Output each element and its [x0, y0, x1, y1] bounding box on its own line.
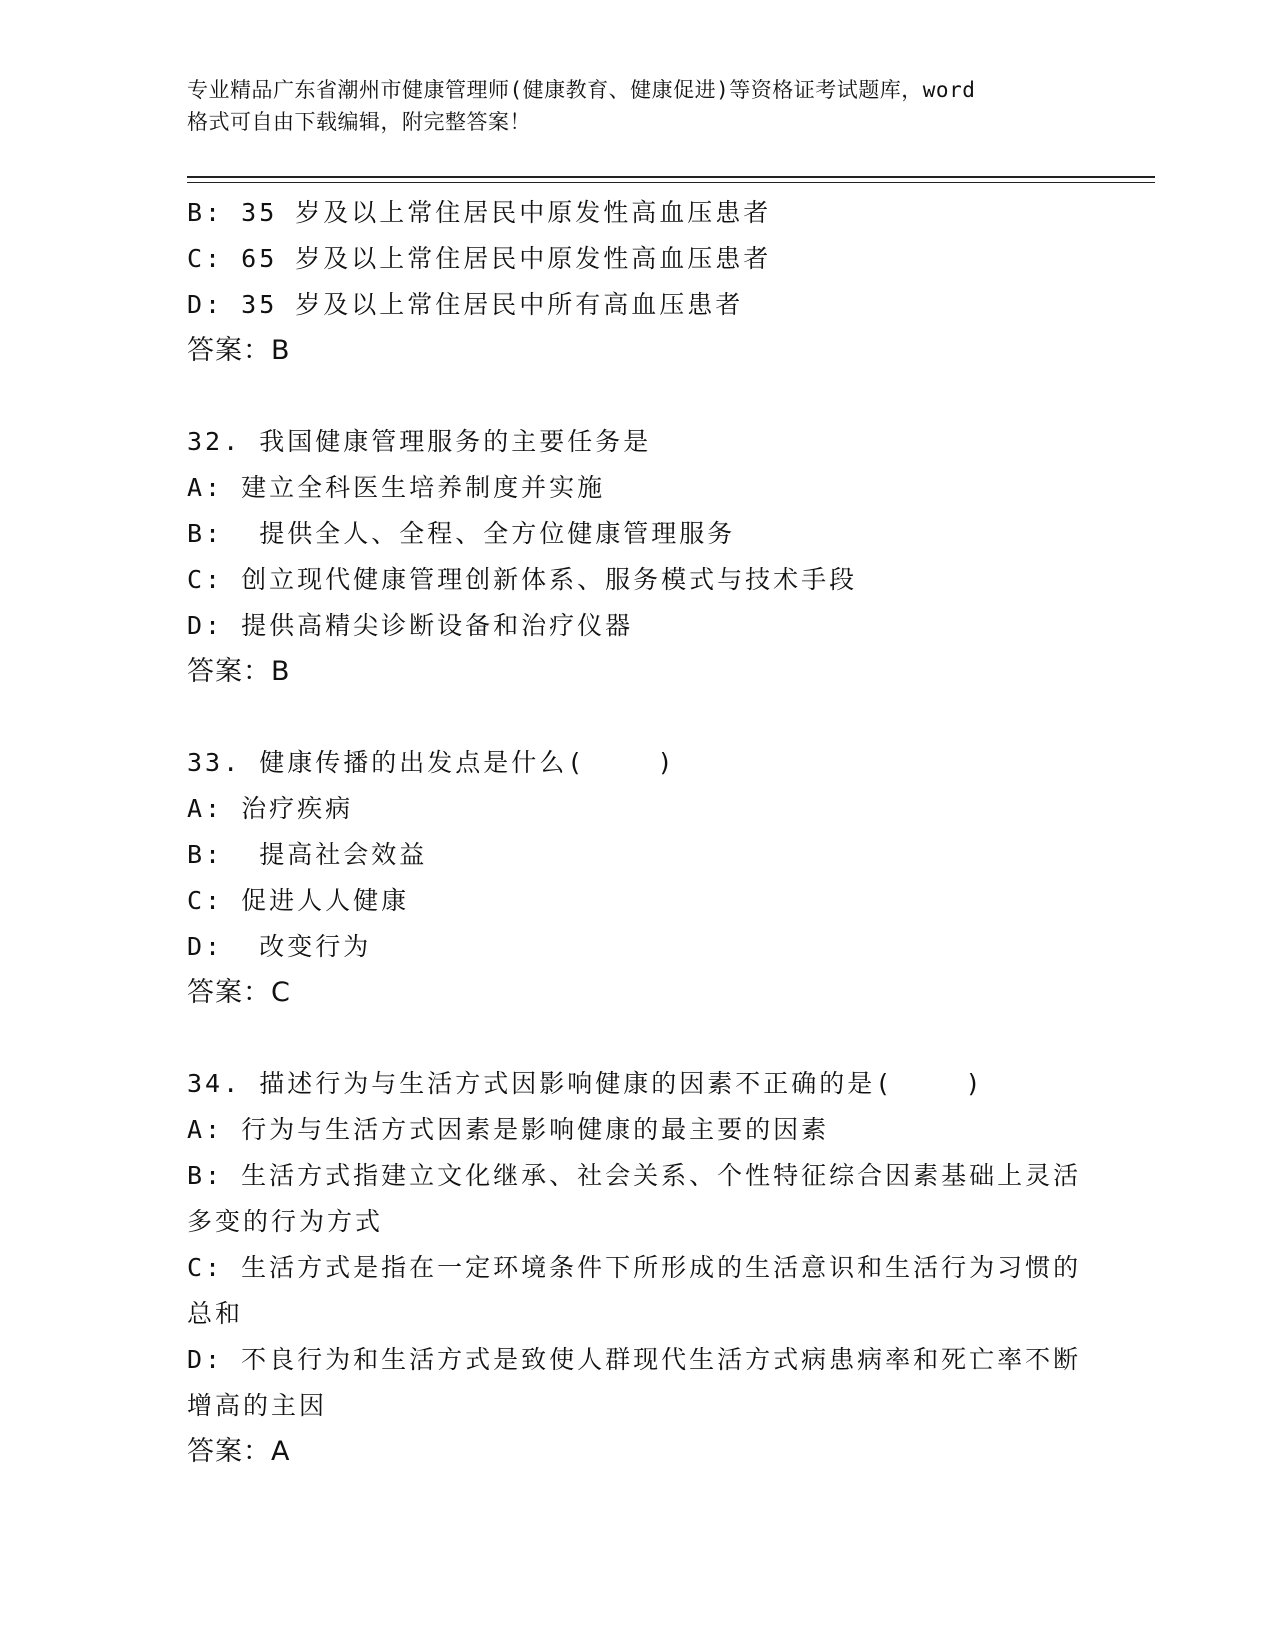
question-stem: 33. 健康传播的出发点是什么( ) [187, 748, 676, 777]
header-line-1: 专业精品广东省潮州市健康管理师(健康教育、健康促进)等资格证考试题库，word [187, 78, 976, 102]
option-d: D: 改变行为 [187, 932, 372, 961]
answer: 答案：B [187, 656, 291, 687]
question-31-continued [187, 190, 1087, 374]
header-line-2: 格式可自由下载编辑，附完整答案！ [187, 110, 531, 134]
question-34 [187, 1061, 1087, 1475]
answer: 答案：A [187, 1436, 291, 1467]
header-rule-thin [187, 182, 1155, 183]
question-stem: 32. 我国健康管理服务的主要任务是 [187, 427, 652, 456]
option-b: B: 提供全人、全程、全方位健康管理服务 [187, 519, 736, 548]
option-b: B: 35 岁及以上常住居民中原发性高血压患者 [187, 198, 772, 227]
option-a: A: 治疗疾病 [187, 794, 354, 823]
option-d: D: 不良行为和生活方式是致使人群现代生活方式病患病率和死亡率不断增高的主因 [187, 1345, 1082, 1420]
question-32 [187, 419, 1087, 695]
option-b: B: 生活方式指建立文化继承、社会关系、个性特征综合因素基础上灵活多变的行为方式 [187, 1161, 1082, 1236]
option-d: D: 35 岁及以上常住居民中所有高血压患者 [187, 290, 744, 319]
option-c: C: 促进人人健康 [187, 886, 410, 915]
option-b: B: 提高社会效益 [187, 840, 428, 869]
question-33 [187, 740, 1087, 1016]
option-c: C: 创立现代健康管理创新体系、服务模式与技术手段 [187, 565, 858, 594]
option-c: C: 生活方式是指在一定环境条件下所形成的生活意识和生活行为习惯的总和 [187, 1253, 1082, 1328]
answer: 答案：B [187, 335, 291, 366]
document-header [187, 74, 1087, 138]
option-a: A: 建立全科医生培养制度并实施 [187, 473, 606, 502]
option-c: C: 65 岁及以上常住居民中原发性高血压患者 [187, 244, 772, 273]
question-stem: 34. 描述行为与生活方式因影响健康的因素不正确的是( ) [187, 1069, 984, 1098]
question-list [187, 190, 1087, 1475]
option-d: D: 提供高精尖诊断设备和治疗仪器 [187, 611, 634, 640]
header-rule-thick [187, 176, 1155, 178]
option-a: A: 行为与生活方式因素是影响健康的最主要的因素 [187, 1115, 830, 1144]
answer: 答案：C [187, 977, 291, 1008]
